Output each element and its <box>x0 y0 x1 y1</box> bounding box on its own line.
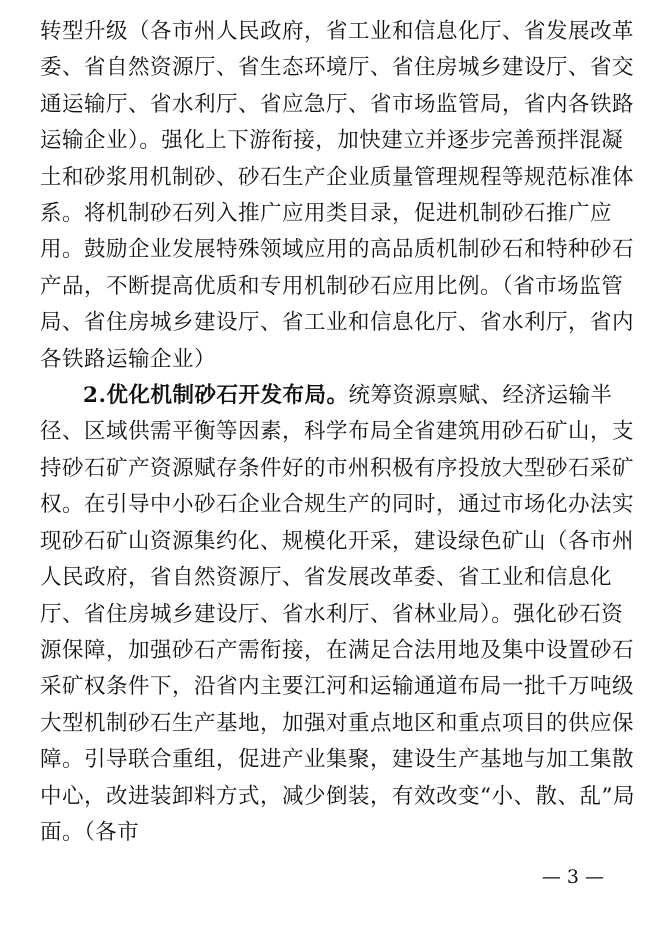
paragraph-2-text: 统筹资源禀赋、经济运输半径、区域供需平衡等因素，科学布局全省建筑用砂石矿山，支持砂石矿产资源赋存条件好的市州积极有序投放大型砂石采矿权。在引导中小砂石企业合规生产的同时，通过市场化办法实现砂石矿山资源集约化、规模化开采，建设绿色矿山（各市州人民政府，省自然资源厅、省发展改革委、省工业和信息化厅、省住房城乡建设厅、省水利厅、省林业局）。强化砂石资源保障，加强砂石产需衔接，在满足合法用地及集中设置砂石采矿权条件下，沿省内主要江河和运输通道布局一批千万吨级大型机制砂石生产基地，加强对重点地区和重点项目的供应保障。引导联合重组，促进产业集聚，建设生产基地与加工集散中心，改进装卸料方式，减少倒装，有效改变“小、散、乱”局面。（各市 <box>40 383 635 845</box>
paragraph-1: 转型升级（各市州人民政府，省工业和信息化厅、省发展改革委、省自然资源厅、省生态环境厅、省住房城乡建设厅、省交通运输厅、省水利厅、省应急厅、省市场监管局，省内各铁路运输企业）。强化上下游衔接，加快建立并逐步完善预拌混凝土和砂浆用机制砂、砂石生产企业质量管理规程等规范标准体系。将机制砂石列入推广应用类目录，促进机制砂石推广应用。鼓励企业发展特殊领域应用的高品质机制砂石和特种砂石产品，不断提高优质和专用机制砂石应用比例。（省市场监管局、省住房城乡建设厅、省工业和信息化厅、省水利厅，省内各铁路运输企业） <box>40 19 635 372</box>
paragraph-2 <box>40 378 640 851</box>
page-number: — 3 — <box>541 866 604 888</box>
document-body <box>40 14 640 851</box>
section-heading: 2.优化机制砂石开发布局。 <box>83 383 349 409</box>
